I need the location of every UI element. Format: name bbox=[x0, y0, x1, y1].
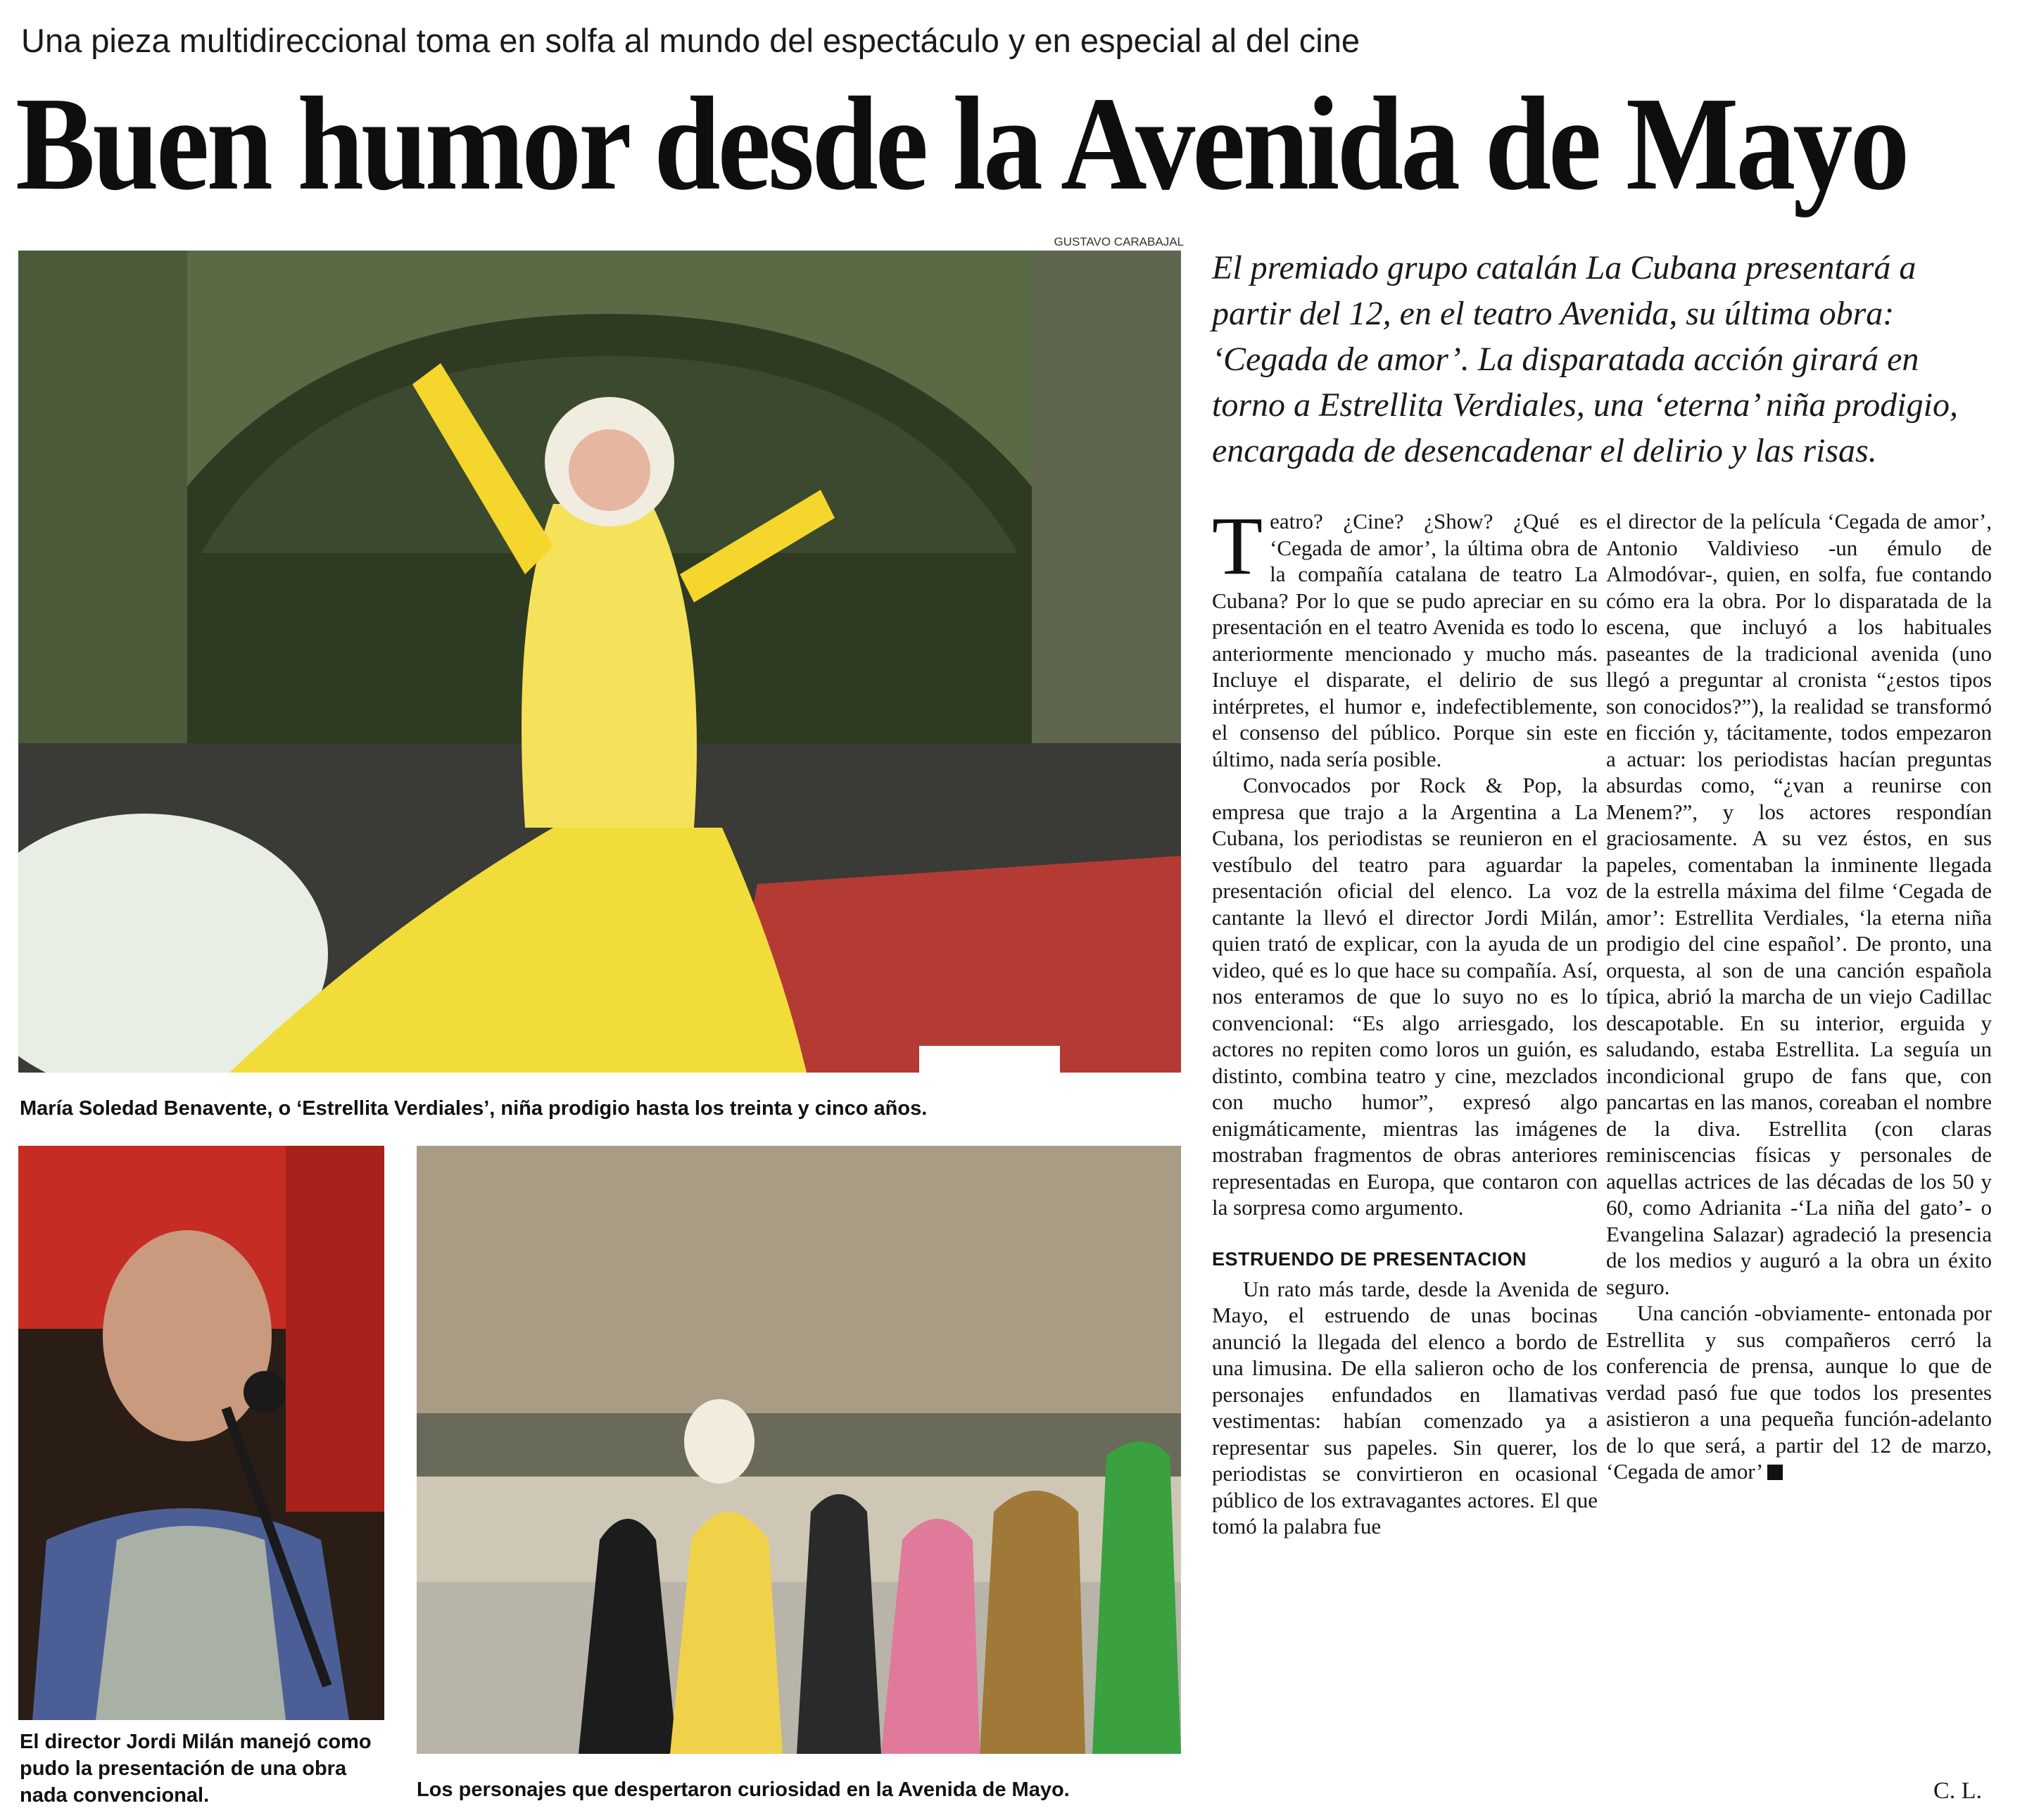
paragraph: eatro? ¿Cine? ¿Show? ¿Qué es ‘Cegada de amor’, la última obra de la compañía catalana de teatro La Cubana? Por lo que se pudo apreciar en su presentación en el teatro Avenida es todo lo anteriormente mencionado y mucho más. Incluye el disparate, el delirio de sus intérpretes, el humor e, indefectiblemente, el consenso del público. Porque sin este último, nada sería posible. bbox=[1212, 509, 1598, 771]
characters-photo-caption: Los personajes que despertaron curiosidad en la Avenida de Mayo. bbox=[417, 1778, 1070, 1801]
main-photo bbox=[18, 251, 1181, 1073]
paragraph: Una canción -obviamente- entonada por Estrellita y sus compañeros cerró la conferencia de prensa, aunque lo que de verdad pasó fue que todos los presentes asistieron a una pequeña función-adelanto de lo que será, a partir del 12 de marzo, ‘Cegada de amor’ bbox=[1606, 1301, 1992, 1484]
director-photo bbox=[18, 1146, 384, 1720]
director-photo-caption: El director Jordi Milán manejó como pudo la presentación de una obra nada convencional. bbox=[20, 1731, 372, 1807]
author-signature: C. L. bbox=[1933, 1778, 1982, 1804]
main-photo-caption: María Soledad Benavente, o ‘Estrellita Verdiales’, niña prodigio hasta los treinta y cinco años. bbox=[20, 1097, 928, 1120]
paragraph: el director de la película ‘Cegada de amor’, Antonio Valdivieso -un émulo de Almodóvar-, quien, en solfa, fue contando cómo era la obra. Por lo disparatada de la escena, que incluyó a los habituales paseantes de la tradicional avenida (uno llegó a preguntar al cronista “¿estos tipos son conocidos?”), la realidad se transformó en ficción y, tácitamente, todos empezaron a actuar: los periodistas hacían preguntas absurdas como, “¿van a reunirse con Menem?”, y los actores respondían graciosamente. A su vez éstos, en sus papeles, comentaban la inminente llegada de la estrella máxima del filme ‘Cegada de amor’: Estrellita Verdiales, ‘la eterna niña prodigio del cine español’. De pronto, una orquesta, al son de una canción española típica, abrió la marcha de un viejo Cadillac descapotable. En su interior, erguida y saludando, estaba Estrellita. La seguía un incondicional grupo de fans que, con pancartas en las manos, coreaban el nombre de la diva. Estrellita (con claras reminiscencias físicas y personales de aquellas actrices de las décadas de los 50 y 60, como Adrianita -‘La niña del gato’- o Evangelina Salazar) agradeció la presencia de los medios y auguró a la obra un éxito seguro. bbox=[1606, 509, 1992, 1299]
photo-credit: GUSTAVO CARABAJAL bbox=[1054, 235, 1184, 248]
paragraph: Un rato más tarde, desde la Avenida de Mayo, el estruendo de unas bocinas anunció la llegada del elenco a bordo de una limusina. De ella salieron ocho de los personajes enfundados en llamativas vestimentas: habían comenzado ya a representar sus papeles. Sin querer, los periodistas se convirtieron en ocasional público de los extravagantes actores. El que tomó la palabra fue bbox=[1212, 1276, 1598, 1538]
paragraph: Convocados por Rock & Pop, la empresa que trajo a la Argentina a La Cubana, los periodistas se reunieron en el vestíbulo del teatro para aguardar la presentación oficial del elenco. La voz cantante la llevó el director Jordi Milán, quien trató de explicar, con la ayuda de un video, qué es lo que hace su compañía. Así, nos enteramos de que lo suyo no es lo convencional: “Es algo arriesgado, los actores no repiten como loros un guión, es distinto, combina teatro y cine, mezclados con mucho humor”, expresó algo enigmáticamente, mientras las imágenes mostraban fragmentos de obras anteriores representadas en Europa, que contaron con la sorpresa como argumento. bbox=[1212, 773, 1598, 1220]
end-mark-icon bbox=[1767, 1465, 1783, 1480]
article-column-2 bbox=[1606, 508, 1992, 1485]
subhead: ESTRUENDO DE PRESENTACION bbox=[1212, 1248, 1527, 1270]
characters-photo bbox=[417, 1146, 1181, 1754]
article-column-1 bbox=[1212, 500, 1598, 1540]
headline: Buen humor desde la Avenida de Mayo bbox=[15, 69, 1907, 218]
lede: El premiado grupo catalán La Cubana presentará a partir del 12, en el teatro Avenida, su última obra: ‘Cegada de amor’. La disparatada acción girará en torno a Estrellita Verdiales, una ‘eterna’ niña prodigio, encargada de desencadenar el delirio y las risas. bbox=[1212, 249, 1958, 469]
kicker: Una pieza multidireccional toma en solfa al mundo del espectáculo y en especial al del cine bbox=[21, 22, 1360, 59]
dropcap: T bbox=[1212, 500, 1263, 592]
